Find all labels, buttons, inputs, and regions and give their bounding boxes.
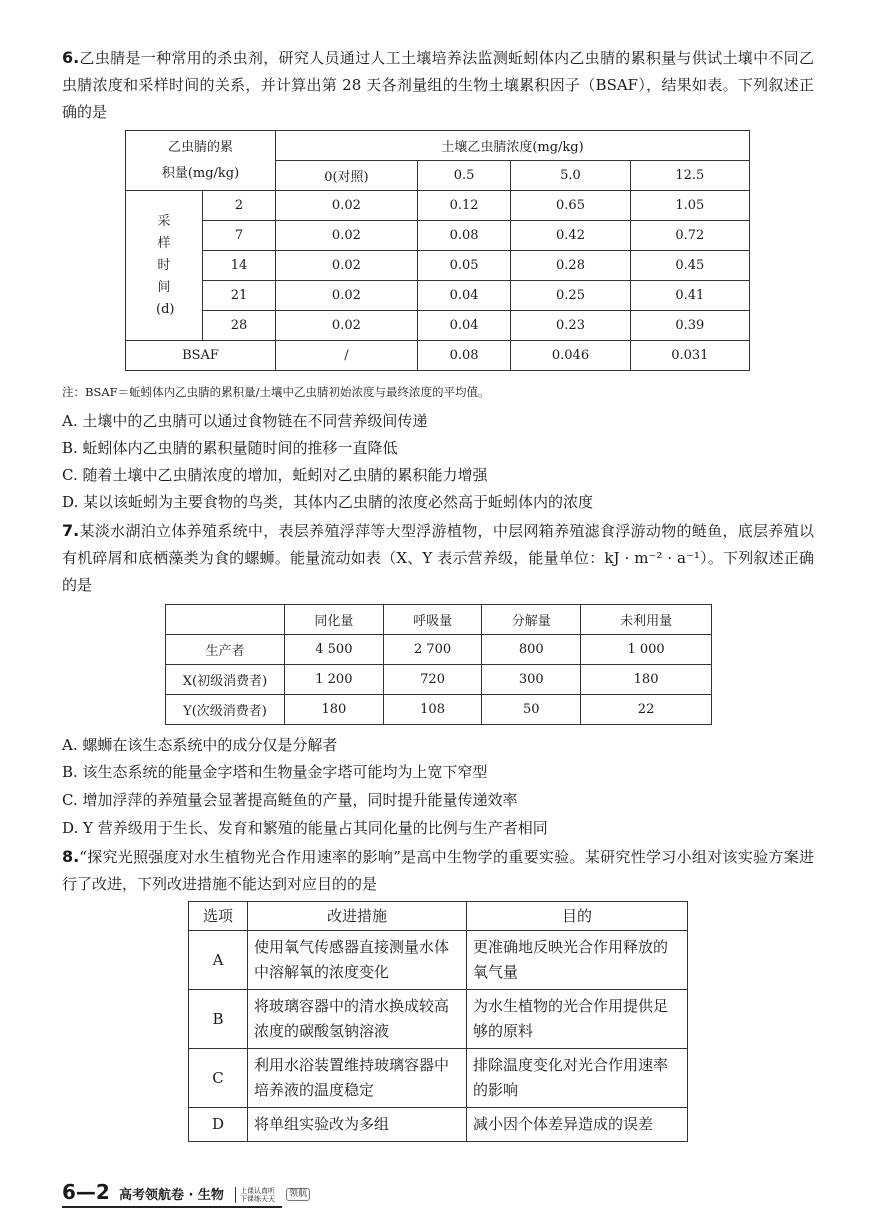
energy-value: 2 700 [383, 635, 482, 665]
energy-value: 720 [383, 665, 482, 695]
improve-header-option: 选项 [189, 902, 248, 931]
energy-value: 1 000 [581, 635, 712, 665]
energy-header: 呼吸量 [383, 605, 482, 635]
question-7-stem [62, 517, 814, 599]
question-6-option-d[interactable]: D. 某以该蚯蚓为主要食物的鸟类，其体内乙虫腈的浓度必然高于蚯蚓体内的浓度 [62, 493, 594, 511]
question-8-text: “探究光照强度对水生植物光合作用速率的影响”是高中生物学的重要实验。某研究性学习小组对该实验方案进行了改进，下列改进措施不能达到对应目的的是 [62, 848, 814, 893]
improve-header-measure: 改进措施 [248, 902, 467, 931]
value-cell: 0.25 [511, 281, 630, 311]
value-cell: 0.65 [511, 191, 630, 221]
question-7-option-b[interactable]: B. 该生态系统的能量金字塔和生物量金字塔可能均为上宽下窄型 [62, 763, 488, 781]
value-cell: 0.12 [417, 191, 511, 221]
day-cell: 7 [203, 221, 276, 251]
concentration-header: 土壤乙虫腈浓度(mg/kg) [276, 131, 750, 161]
value-cell: 0.05 [417, 251, 511, 281]
energy-value: 50 [482, 695, 581, 725]
improve-purpose: 为水生植物的光合作用提供足够的原料 [467, 990, 688, 1049]
question-7-table [165, 604, 712, 725]
improve-measure: 将玻璃容器中的清水换成较高浓度的碳酸氢钠溶液 [248, 990, 467, 1049]
trophic-level-label: X(初级消费者) [166, 665, 285, 695]
question-6-note: 注：BSAF＝蚯蚓体内乙虫腈的累积量/土壤中乙虫腈初始浓度与最终浓度的平均值。 [62, 385, 490, 399]
improve-option-d[interactable]: D [189, 1108, 248, 1142]
question-8-number: 8. [62, 847, 80, 866]
improve-option-a[interactable]: A [189, 931, 248, 990]
value-cell: 0.28 [511, 251, 630, 281]
day-cell: 2 [203, 191, 276, 221]
footer-slogan [235, 1187, 275, 1203]
energy-value: 800 [482, 635, 581, 665]
question-8-stem [62, 843, 814, 898]
question-6-option-c[interactable]: C. 随着土壤中乙虫腈浓度的增加，蚯蚓对乙虫腈的累积能力增强 [62, 466, 488, 484]
value-cell: 0.02 [276, 221, 418, 251]
value-cell: 0.02 [276, 251, 418, 281]
energy-value: 1 200 [285, 665, 384, 695]
improve-option-c[interactable]: C [189, 1049, 248, 1108]
bsaf-value: 0.046 [511, 341, 630, 371]
value-cell: 0.23 [511, 311, 630, 341]
value-cell: 0.02 [276, 191, 418, 221]
energy-value: 180 [581, 665, 712, 695]
energy-header: 同化量 [285, 605, 384, 635]
energy-value: 4 500 [285, 635, 384, 665]
improve-purpose: 更准确地反映光合作用释放的氧气量 [467, 931, 688, 990]
question-7-option-d[interactable]: D. Y 营养级用于生长、发育和繁殖的能量占其同化量的比例与生产者相同 [62, 819, 548, 837]
conc-col-1: 0.5 [417, 161, 511, 191]
sampling-time-label [126, 191, 203, 341]
question-7-option-a[interactable]: A. 螺蛳在该生态系统中的成分仅是分解者 [62, 736, 338, 754]
improve-option-b[interactable]: B [189, 990, 248, 1049]
improve-measure: 将单组实验改为多组 [248, 1108, 467, 1142]
energy-header: 分解量 [482, 605, 581, 635]
question-6-stem [62, 44, 814, 126]
value-cell: 0.41 [630, 281, 749, 311]
value-cell: 0.72 [630, 221, 749, 251]
question-7-text: 某淡水湖泊立体养殖系统中，表层养殖浮萍等大型浮游植物，中层网箱养殖滤食浮游动物的鲢鱼，底层养殖以有机碎屑和底栖藻类为食的螺蛳。能量流动如表（X、Y 表示营养级，能量单位：kJ · m⁻² · a⁻¹）。下列叙述正确的是 [62, 522, 814, 594]
energy-value: 300 [482, 665, 581, 695]
question-7-option-c[interactable]: C. 增加浮萍的养殖量会显著提高鲢鱼的产量，同时提升能量传递效率 [62, 791, 518, 809]
energy-value: 22 [581, 695, 712, 725]
bsaf-label: BSAF [126, 341, 276, 371]
page-number: 6—2 [62, 1180, 110, 1204]
conc-col-0: 0(对照) [276, 161, 418, 191]
bsaf-value: / [276, 341, 418, 371]
improve-header-purpose: 目的 [467, 902, 688, 931]
page-footer [62, 1180, 310, 1204]
corner-line-1: 乙虫腈的累 [167, 139, 233, 155]
energy-value: 180 [285, 695, 384, 725]
footer-divider [62, 1206, 282, 1208]
value-cell: 0.04 [417, 281, 511, 311]
bsaf-value: 0.031 [630, 341, 749, 371]
question-6-table [125, 130, 750, 371]
energy-header: 未利用量 [581, 605, 712, 635]
corner-line-2: 积量(mg/kg) [161, 165, 240, 181]
slogan-line-1: 上课认真听 [240, 1186, 276, 1195]
improve-purpose: 排除温度变化对光合作用速率的影响 [467, 1049, 688, 1108]
trophic-level-label: Y(次级消费者) [166, 695, 285, 725]
value-cell: 0.45 [630, 251, 749, 281]
slogan-line-2: 下课练天天 [240, 1194, 276, 1203]
improve-measure: 使用氧气传感器直接测量水体中溶解氧的浓度变化 [248, 931, 467, 990]
day-cell: 14 [203, 251, 276, 281]
publisher-logo: 领航 [286, 1188, 310, 1201]
question-8-table [188, 901, 688, 1142]
improve-purpose: 减小因个体差异造成的误差 [467, 1108, 688, 1142]
question-6-option-b[interactable]: B. 蚯蚓体内乙虫腈的累积量随时间的推移一直降低 [62, 439, 398, 457]
energy-value: 108 [383, 695, 482, 725]
question-6-text: 乙虫腈是一种常用的杀虫剂，研究人员通过人工土壤培养法监测蚯蚓体内乙虫腈的累积量与供试土壤中不同乙虫腈浓度和采样时间的关系，并计算出第 28 天各剂量组的生物土壤累积因子（BSAF），结果如表。下列叙述正确的是 [62, 49, 814, 121]
trophic-level-label: 生产者 [166, 635, 285, 665]
bsaf-value: 0.08 [417, 341, 511, 371]
question-7-number: 7. [62, 521, 80, 540]
conc-col-3: 12.5 [630, 161, 749, 191]
value-cell: 0.02 [276, 281, 418, 311]
question-6-option-a[interactable]: A. 土壤中的乙虫腈可以通过食物链在不同营养级间传递 [62, 412, 428, 430]
improve-measure: 利用水浴装置维持玻璃容器中培养液的温度稳定 [248, 1049, 467, 1108]
table-corner-cell [126, 131, 276, 191]
value-cell: 1.05 [630, 191, 749, 221]
book-title: 高考领航卷 · 生物 [118, 1188, 224, 1203]
conc-col-2: 5.0 [511, 161, 630, 191]
energy-header-blank [166, 605, 285, 635]
value-cell: 0.42 [511, 221, 630, 251]
question-6-number: 6. [62, 48, 80, 67]
value-cell: 0.04 [417, 311, 511, 341]
value-cell: 0.08 [417, 221, 511, 251]
day-cell: 28 [203, 311, 276, 341]
sampling-time-text: 采样时间(d) [156, 213, 175, 317]
day-cell: 21 [203, 281, 276, 311]
value-cell: 0.02 [276, 311, 418, 341]
value-cell: 0.39 [630, 311, 749, 341]
